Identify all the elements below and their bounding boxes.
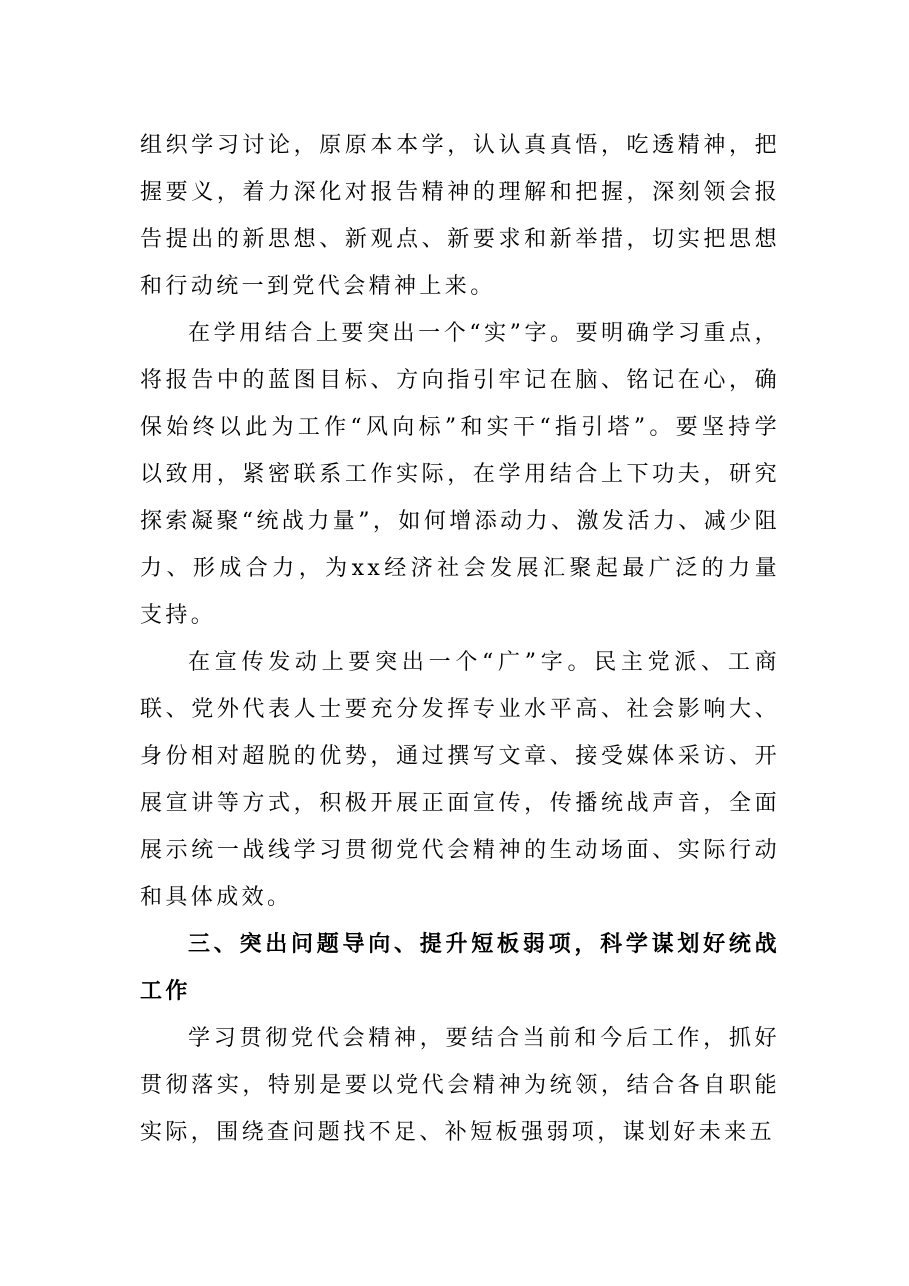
document-page: [140, 122, 780, 1156]
paragraph-study-discussion: 组织学习讨论，原原本本学，认认真真悟，吃透精神，把握要义，着力深化对报告精神的理解和把握，深刻领会报告提出的新思想、新观点、新要求和新举措，切实把思想和行动统一到党代会精神上来。: [140, 133, 780, 299]
paragraph-publicity: 在宣传发动上要突出一个“广”字。民主党派、工商联、党外代表人士要充分发挥专业水平高、社会影响大、身份相对超脱的优势，通过撰写文章、接受媒体采访、开展宣讲等方式，积极开展正面宣传，传播统战声音，全面展示统一战线学习贯彻党代会精神的生动场面、实际行动和具体成效。: [140, 650, 780, 910]
paragraph-practical-application: 在学用结合上要突出一个“实”字。要明确学习重点，将报告中的蓝图目标、方向指引牢记在脑、铭记在心，确保始终以此为工作“风向标”和实干“指引塔”。要坚持学以致用，紧密联系工作实际，在学用结合上下功夫，研究探索凝聚“统战力量”，如何增添动力、激发活力、减少阻力、形成合力，为xx经济社会发展汇聚起最广泛的力量支持。: [140, 321, 780, 628]
section-heading: 三、突出问题导向、提升短板弱项，科学谋划好统战工作: [140, 932, 780, 1004]
paragraph-implementation: 学习贯彻党代会精神，要结合当前和今后工作，抓好贯彻落实，特别是要以党代会精神为统领，结合各自职能实际，围绕查问题找不足、补短板强弱项，谋划好未来五: [140, 1026, 780, 1145]
